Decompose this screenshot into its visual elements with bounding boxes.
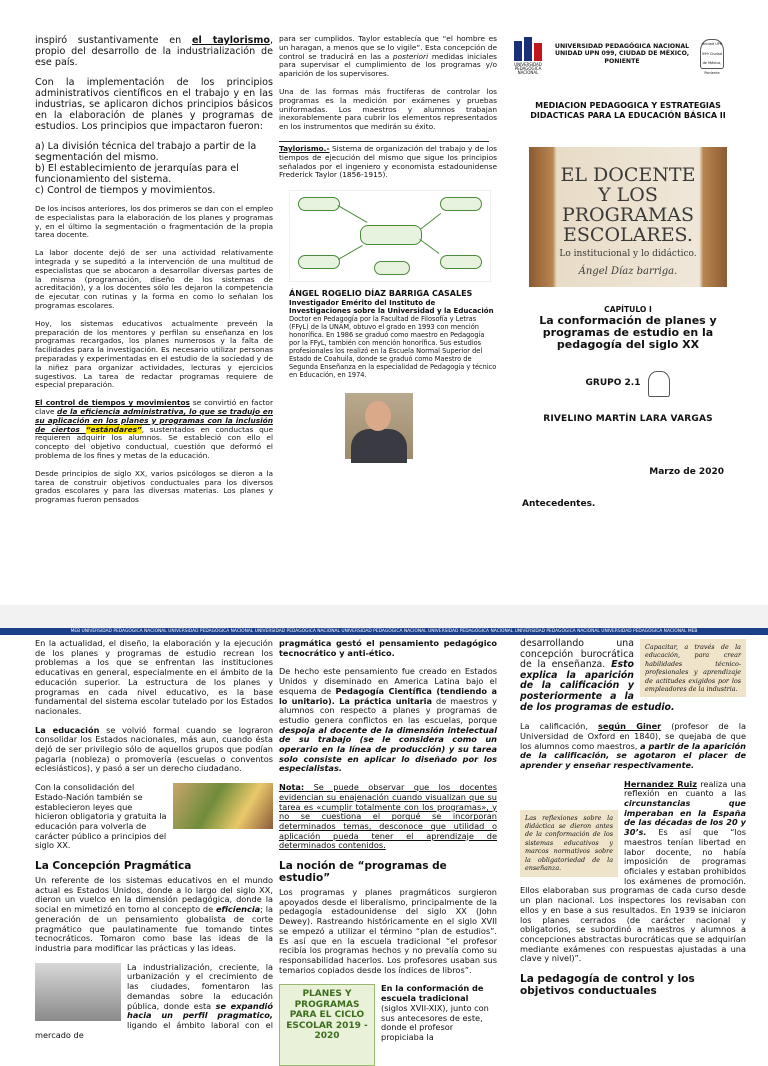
paragraph: Una de las formas más fructíferas de controlar los programas es la medición por exámenes y pruebas uniformadas. Los maestros y alumnos trabajan inexorablemente para cubrir los elementos representados en los instrumentos que medirán su éxito. [279, 86, 497, 132]
text: Nota: [279, 782, 305, 793]
text: Esto explica la aparición de la calificación y posteriormente a la de los programas de estudio. [520, 659, 675, 713]
text: La industrialización, creciente, la urbanización y el crecimiento de las ciudades, fomentaron las demandas sobre la educación pública, donde esta [127, 961, 273, 1011]
page1-column-2 [279, 35, 497, 603]
list-item: c) Control de tiempos y movimientos. [35, 185, 216, 196]
paragraph: pragmática gestó el pensamiento pedagógico tecnocrático y anti-ético. [279, 638, 497, 658]
book-cover-text [555, 165, 701, 278]
text: , sustentados en conductas que requieren adquirir los alumnos. Se estableció con ello el concepto del objetivo conductual, cuestión que deformó el problema de los fines y metas de la educación. [35, 424, 274, 460]
principles-list [35, 141, 273, 196]
mind-map-line [338, 245, 363, 260]
paragraph [35, 726, 273, 775]
mind-map-line [419, 239, 439, 254]
author-photo [345, 393, 413, 459]
paragraph: La labor docente dejó de ser una actividad relativamente integrada y se supeditó a la intervención de una multitud de especialistas que se abocaron a desarrollar diversas partes de la misma (programación, diseño de los sistemas de acreditación), y a los docentes sólo les dejaron la competencia de ejecutar con rutinas y la forma en como lo señalan los programas escolares. [35, 248, 273, 310]
list-item: b) El establecimiento de jerarquías para el funcionamiento del sistema. [35, 163, 239, 185]
handshake-image [173, 783, 273, 829]
text: realiza una reflexión en cuanto a las [624, 778, 746, 799]
note-paragraph [279, 783, 497, 851]
brochure-page-2 [0, 628, 768, 1042]
mind-map-node [440, 255, 482, 269]
taylorismo-link: el taylorismo [191, 35, 270, 46]
text: según Giner [598, 721, 662, 732]
text: inspiró sustantivamente en [35, 35, 192, 46]
text: medidas iniciales para supervisar el cumplimiento de los programas y/o aparición de los supervisores. [279, 51, 497, 79]
text: de maestros y alumnos con respecto a planes y programas de estudio genera conflictos en las escuelas, porque [279, 695, 497, 725]
quote-box: Capacitar, a través de la educación, para crear habilidades técnico-profesionales y aprendizaje de actitudes exigidos por los empleadores de la industria. [640, 639, 746, 697]
quote-box: Las reflexiones sobre la didáctica se dieron antes de la conformación de los sistemas educativos y marcos normativos sobre la obligatoriedad de la enseñanza. [520, 810, 618, 877]
page2-column-1 [35, 638, 274, 1040]
image-caption: PLANES Y PROGRAMAS PARA EL CICLO ESCOLAR 2019 - 2020 [286, 989, 368, 1042]
section-heading: Antecedentes. [522, 499, 596, 510]
text: Se puede observar que los docentes evidencian su enajenación cuando visualizan que su tarea es «cumplir totalmente con los programas», y no se cuestiona el porqué se incorporan determinados temas, desconoce que utilidad o aplicación pueda tener el aprendizaje de determinados contenidos. [279, 782, 497, 851]
text: ligando el ámbito laboral con el mercado de [35, 1019, 273, 1040]
book-cover-image [529, 147, 727, 287]
vintage-car-image [35, 963, 121, 1021]
text: se convirtió en factor clave [35, 398, 273, 416]
paragraph [35, 399, 273, 461]
paragraph: Los programas y planes pragmáticos surgieron apoyados desde el liberalismo, principalmente de la pedagogía estadounidense del siglo XX (John Dewey). Rastreando históricamente en el siglo XVII se empezó a utilizar el término “plan de estudios”. Es así que en la escuela tradicional “el profesor recibía los programas hechos y no prevalía como su responsabilidad hacerlos. Los profesores usaban sus temarios copiados desde los índices de libros”. [279, 887, 497, 975]
text: Es así que “los maestros tenían libertad en labor docente, no había imposición de programas oficiales y estaban prohibidos los exámenes de promoción. Ellos elaboraban sus programas de cada curso desde un plan nacional. Los inspectores los revisaban con ellos y en base a sus resultados. En 1939 se iniciaron los planes cerrados (de carácter nacional y obligatorios, se subordinó a maestros y alumnos a concepciones abstractas burocráticas que se adquirían mediante exámenes con respuestas ajustadas a una clave y nivel)”. [520, 827, 746, 964]
page1-cover-column [512, 35, 744, 603]
paragraph: Con la implementación de los principios administrativos científicos en el trabajo y en las industrias, se aplicaron dichos principios básicos en la elaboración de planes y programas de estudios. Los principios que impactaron fueron: [35, 77, 273, 132]
paragraph [35, 35, 273, 68]
paragraph: Con la consolidación del Estado-Nación también se establecieron leyes que hicieron obligatoria y gratuita la educación para volverla de carácter público a principios del siglo XX. [35, 782, 167, 851]
paragraph: Desde principios de siglo XX, varios psicólogos se dieron a la tarea de construir objetivos conductuales para los diversos grados escolares y para las diversas materias. Los planes y programas fueron pensados [35, 468, 273, 505]
text: Pedagogía Científica (tendiendo a lo unitario). La práctica unitaria [279, 685, 497, 706]
university-name: UNIVERSIDAD PEDAGÓGICA NACIONAL UNIDAD UPN 099, CIUDAD DE MÉXICO, PONIENTE [554, 42, 690, 65]
section-heading: La noción de “programas de estudio” [279, 860, 447, 885]
page-gap [0, 605, 768, 628]
paragraph [520, 722, 746, 771]
text: La calificación, [520, 721, 598, 732]
date: Marzo de 2020 [649, 467, 724, 478]
mind-map-line [420, 213, 441, 230]
book-subtitle: Lo institucional y lo didáctico. [559, 249, 697, 259]
text: se expandió hacia un perfil pragmatico, [127, 1000, 273, 1021]
text: (profesor de la Universidad de Oxford en 1840), se quejaba de que los alumnos como maestros, [520, 721, 746, 751]
text: para ser cumplidos. Taylor establecía que “el hombre es un haragan, a menos que se lo vigile”. Esta concepción de control se traducirá en las a [279, 34, 497, 61]
mind-map-node [298, 255, 340, 269]
text: se volvió formal cuando se lograron consolidar los Estados nacionales, más aun, cuando ésta dejó de ser privilegio sólo de aquellos grupos que podían pagarla (nobleza) o promovería (escuelas o conventos eclesiásticos), y pasó a ser un derecho ciudadano. [35, 724, 274, 774]
text: circunstancias que imperaban en la España de las décadas de los 20 y 30’s. [624, 798, 746, 838]
upn-logo-icon [512, 37, 544, 75]
mind-map-node [298, 197, 340, 211]
chapter-heading [512, 305, 744, 351]
text: Taylorismo.- [279, 143, 330, 153]
course-title: MEDIACION PEDAGOGICA Y ESTRATEGIAS DIDACTICAS PARA LA EDUCACIÓN BÁSICA II [530, 101, 726, 120]
text: La educación [35, 724, 100, 735]
text: eficiencia [215, 904, 261, 915]
text: (siglos XVII-XIX), junto con sus antecesores de este, donde el profesor propiciaba la [381, 1002, 489, 1042]
page1-column-1 [35, 35, 273, 603]
logo-caption: UNIVERSIDAD PEDAGÓGICA NACIONAL [514, 62, 542, 75]
bio-name: ÁNGEL ROGELIO DÍAZ BARRIGA CASALES [289, 289, 473, 299]
text: posteriori [392, 51, 429, 61]
chapter-title: La conformación de planes y programas de estudio en la pedagogía del siglo XX [539, 313, 717, 351]
text: a partir de la aparición de la calificación, se agotaron el placer de aprender y enseñar respectivamente. [520, 740, 746, 770]
text: , propio del desarrollo de la industrialización de ese país. [35, 35, 273, 68]
book-author: Ángel Díaz barriga. [578, 266, 678, 277]
section-heading: La pedagogía de control y los objetivos conductuales [520, 973, 695, 998]
header-banner: MEB UNIVERSIDAD PEDAGÓGICA NACIONAL UNIVERSIDAD PEDAGÓGICA NACIONAL UNIVERSIDAD PEDAGÓGICA NACIONAL UNIVERSIDAD PEDAGÓGICA NACIONAL UNIVERSIDAD PEDAGÓGICA NACIONAL UNIVERSIDAD PEDAGÓGICA NACIONAL UNIVERSIDAD PEDAGÓGICA NACIONAL MEB [0, 628, 768, 635]
text: de la eficiencia administrativa, lo que se tradujo en su aplicación en los planes y programas con la inclusión de ciertos [35, 406, 273, 434]
text: En la conformación de escuela tradicional [381, 983, 484, 1004]
unit-emblem-icon [700, 39, 724, 76]
paragraph: De los incisos anteriores, los dos primeros se dan con el empleo de especialistas para la elaboración de los planes y programas y, en el último la segmentación o fragmentación de la propia tarea docente. [35, 204, 273, 240]
paragraph [279, 667, 497, 774]
mind-map-image [289, 190, 491, 282]
book-title: EL DOCENTE Y LOS PROGRAMAS ESCOLARES. [560, 164, 696, 246]
paragraph [279, 35, 497, 79]
text: desarrollando una concepción burocrática de la enseñanza. [520, 638, 634, 671]
text: Un referente de los sistemas educativos en el mundo actual es Estados Unidos, donde a lo largo del siglo XX, dieron un vuelco en la dimensión pedagógica, donde la social en mimetizó en torno al concepto de [35, 875, 273, 915]
text: despoja al docente de la dimensión intelectual de su trabajo (se le considera como un operario en la línea de producción) y su tarea solo consiste en aplicar lo diseñado por los especialistas. [279, 724, 497, 774]
author-bio [289, 290, 497, 379]
mind-map-node [360, 225, 422, 245]
taylorismo-definition [279, 145, 497, 180]
list-item: a) La división técnica del trabajo a partir de la segmentación del mismo. [35, 141, 257, 163]
student-name: RIVELINO MARTÍN LARA VARGAS [543, 413, 713, 424]
highlight-text: “estándares” [85, 424, 142, 434]
mind-map-line [338, 205, 368, 223]
photo-suit [351, 429, 407, 463]
bio-text: Doctor en Pedagogía por la Facultad de Filosofía y Letras (FFyL) de la UNAM, obtuvo el grado en 1993 con mención honorífica. En 1986 se graduó como maestro en Pedagogía por la FFyL, también con mención honorífica. Sus estudios profesionales los realizó en la Escuela Normal Superior del Estado de Coahuila, donde se graduó como Maestro de Segunda Enseñanza en la especialidad de Pedagogía y técnico en Educación, en 1974. [289, 314, 497, 379]
mind-map-node [374, 261, 410, 275]
text: El control de tiempos y movimientos [35, 398, 190, 408]
page2-column-2 [279, 638, 497, 1042]
text: Hernandez Ruiz [624, 778, 697, 789]
mind-map-node [440, 197, 482, 211]
page2-column-3 [520, 639, 746, 1024]
paragraph: En la actualidad, el diseño, la elaboración y la ejecución de los planes y programas de estudio recrean los problemas a los que se enfrentan las instituciones educativas en general, especialmente en el ámbito de la educación superior. La estructura de los planes y programas en cada nivel educativo, es la base fundamental del sistema escolar tutelado por los Estados nacionales. [35, 638, 273, 716]
paragraph [35, 876, 273, 954]
paragraph: Hoy, los sistemas educativos actualmente preveén la preparación de los mentores y perfilan su enseñanza en los programas recargados, los planes numerosos y la falta de facilidades para la investigación. Es necesario utilizar personas preparadas y experimentadas en el estudio de la sociedad y de la niñez para organizar actividades, lecturas y ejercicios sugestivos. La tarea de redactar programas requiere de especial preparación. [35, 318, 273, 390]
text: Sistema de organización del trabajo y de los tiempos de ejecución del mismo que sigue los principios señalados por el ingeniero y economista estadounidense Frederick Taylor (1856-1915). [279, 143, 497, 180]
photo-face [365, 401, 391, 431]
header-logos [512, 37, 744, 76]
emblem-caption: Unidad UPN 099 Ciudad de México, Poniente [701, 42, 723, 76]
text: De hecho este pensamiento fue creado en Estados Unidos y diseminado en America Latina bajo el esquema de [279, 666, 497, 696]
section-heading: La Concepción Pragmática [35, 860, 192, 873]
bio-title: Investigador Emérito del Instituto de Investigaciones sobre la Universidad y la Educación [289, 298, 494, 315]
chapter-label: CAPÍTULO I [604, 305, 652, 314]
group-row [512, 371, 744, 397]
group-emblem-icon [648, 371, 670, 397]
divider [279, 141, 489, 142]
plan-programs-image [279, 984, 375, 1066]
text: ; la generación de un pensamiento globalista de corte pragmático que paulatinamente fue tomando tintes tecnocráticos. Tomaron como base las ideas de la industria para modificar las prácticas y las ideas. [35, 904, 274, 953]
group-label: GRUPO 2.1 [585, 377, 641, 388]
